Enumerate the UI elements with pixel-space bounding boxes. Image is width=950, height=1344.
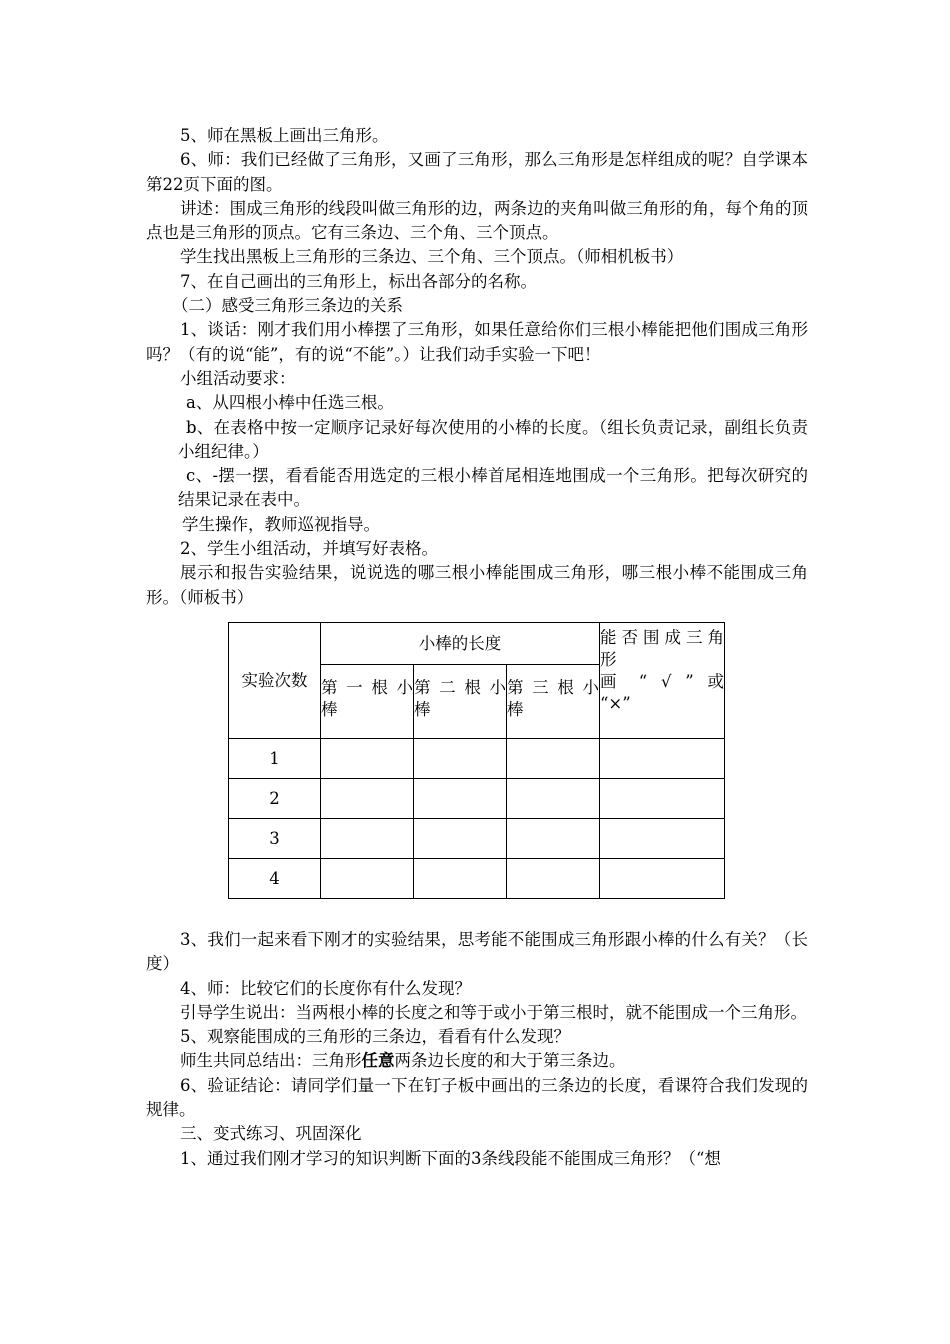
trial-number: 4	[229, 859, 321, 899]
table-cell	[600, 739, 725, 779]
header-line: 第 一 根 小	[321, 678, 413, 697]
header-line: 能否围成三角	[600, 628, 724, 647]
table-cell	[600, 859, 725, 899]
paragraph: 学生操作，教师巡视指导。	[182, 514, 380, 534]
paragraph: 2、学生小组活动，并填写好表格。	[180, 539, 438, 559]
text-run: 师生共同总结出：三角形	[180, 1051, 362, 1071]
table-cell	[321, 819, 414, 859]
paragraph: 3、我们一起来看下刚才的实验结果，思考能不能围成三角形跟小棒的什么有关？（长度）	[146, 930, 808, 974]
text-run: 两条边长度的和大于第三条边。	[394, 1051, 626, 1071]
paragraph: 5、观察能围成的三角形的三条边，看看有什么发现？	[180, 1027, 570, 1047]
paragraph: 6、师：我们已经做了三角形，又画了三角形，那么三角形是怎样组成的呢？自学课本第22页下面的图。	[146, 150, 808, 194]
trial-number: 1	[229, 739, 321, 779]
table-cell	[600, 819, 725, 859]
table-cell	[507, 739, 600, 779]
list-item: b、在表格中按一定顺序记录好每次使用的小棒的长度。（组长负责记录，副组长负责小组纪律。）	[178, 417, 808, 461]
text-block-top	[146, 124, 808, 610]
header-line: 画 “ √ ” 或	[600, 672, 724, 691]
table-row	[229, 819, 725, 859]
experiment-table	[228, 622, 725, 899]
table-cell	[414, 859, 507, 899]
paragraph: 6、验证结论：请同学们量一下在钉子板中画出的三条边的长度，看课符合我们发现的规律。	[146, 1075, 808, 1120]
table-cell	[507, 779, 600, 819]
header-stick-length: 小棒的长度	[321, 623, 600, 665]
table-cell	[507, 819, 600, 859]
paragraph: 1、谈话：刚才我们用小棒摆了三角形，如果任意给你们三根小棒能把他们围成三角形吗？（有的说“能”，有的说“不能”。）让我们动手实验一下吧！	[146, 320, 808, 364]
list-item: a、从四根小棒中任选三根。	[186, 393, 394, 413]
header-line: 棒	[507, 700, 524, 719]
paragraph: 学生找出黑板上三角形的三条边、三个角、三个顶点。（师相机板书）	[180, 247, 684, 267]
trial-number: 2	[229, 779, 321, 819]
header-third-stick	[507, 665, 600, 739]
table-row	[229, 859, 725, 899]
table-row	[229, 779, 725, 819]
table-cell	[414, 779, 507, 819]
table-cell	[600, 779, 725, 819]
text-block-bottom	[146, 928, 808, 1171]
header-line: 第 二 根 小	[414, 678, 506, 697]
header-trial-count: 实验次数	[229, 623, 321, 739]
table-cell	[321, 779, 414, 819]
table-cell	[507, 859, 600, 899]
table-cell	[414, 739, 507, 779]
paragraph: 1、通过我们刚才学习的知识判断下面的3条线段能不能围成三角形？（“想	[180, 1148, 721, 1168]
table-cell	[414, 819, 507, 859]
header-line: “×”	[600, 694, 631, 713]
emphasis-text: 任意	[361, 1051, 395, 1071]
header-second-stick	[414, 665, 507, 739]
header-line: 形	[600, 650, 617, 669]
section-heading: 三、变式练习、巩固深化	[180, 1124, 362, 1144]
header-can-form-triangle	[600, 623, 725, 739]
paragraph: 引导学生说出：当两根小棒的长度之和等于或小于第三根时，就不能围成一个三角形。	[180, 1002, 807, 1022]
header-line: 棒	[414, 700, 431, 719]
paragraph: 展示和报告实验结果，说说选的哪三根小棒能围成三角形，哪三根小棒不能围成三角形。（师板书）	[146, 563, 808, 607]
paragraph: 小组活动要求：	[180, 368, 296, 388]
paragraph	[146, 1049, 808, 1073]
table-cell	[321, 859, 414, 899]
table-row	[229, 739, 725, 779]
paragraph: 5、师在黑板上画出三角形。	[180, 126, 389, 145]
paragraph: 讲述：围成三角形的线段叫做三角形的边，两条边的夹角叫做三角形的角，每个角的顶点也是三角形的顶点。它有三条边、三个角、三个顶点。	[146, 198, 808, 243]
paragraph: 7、在自己画出的三角形上，标出各部分的名称。	[180, 271, 537, 291]
header-line: 第 三 根 小	[507, 678, 599, 697]
table-cell	[321, 739, 414, 779]
section-heading: （二）感受三角形三条边的关系	[172, 296, 403, 316]
trial-number: 3	[229, 819, 321, 859]
header-line: 棒	[321, 700, 338, 719]
list-item: c、-摆一摆，看看能否用选定的三根小棒首尾相连地围成一个三角形。把每次研究的结果记录在表中。	[178, 466, 808, 510]
paragraph: 4、师：比较它们的长度你有什么发现？	[180, 978, 471, 998]
header-first-stick	[321, 665, 414, 739]
